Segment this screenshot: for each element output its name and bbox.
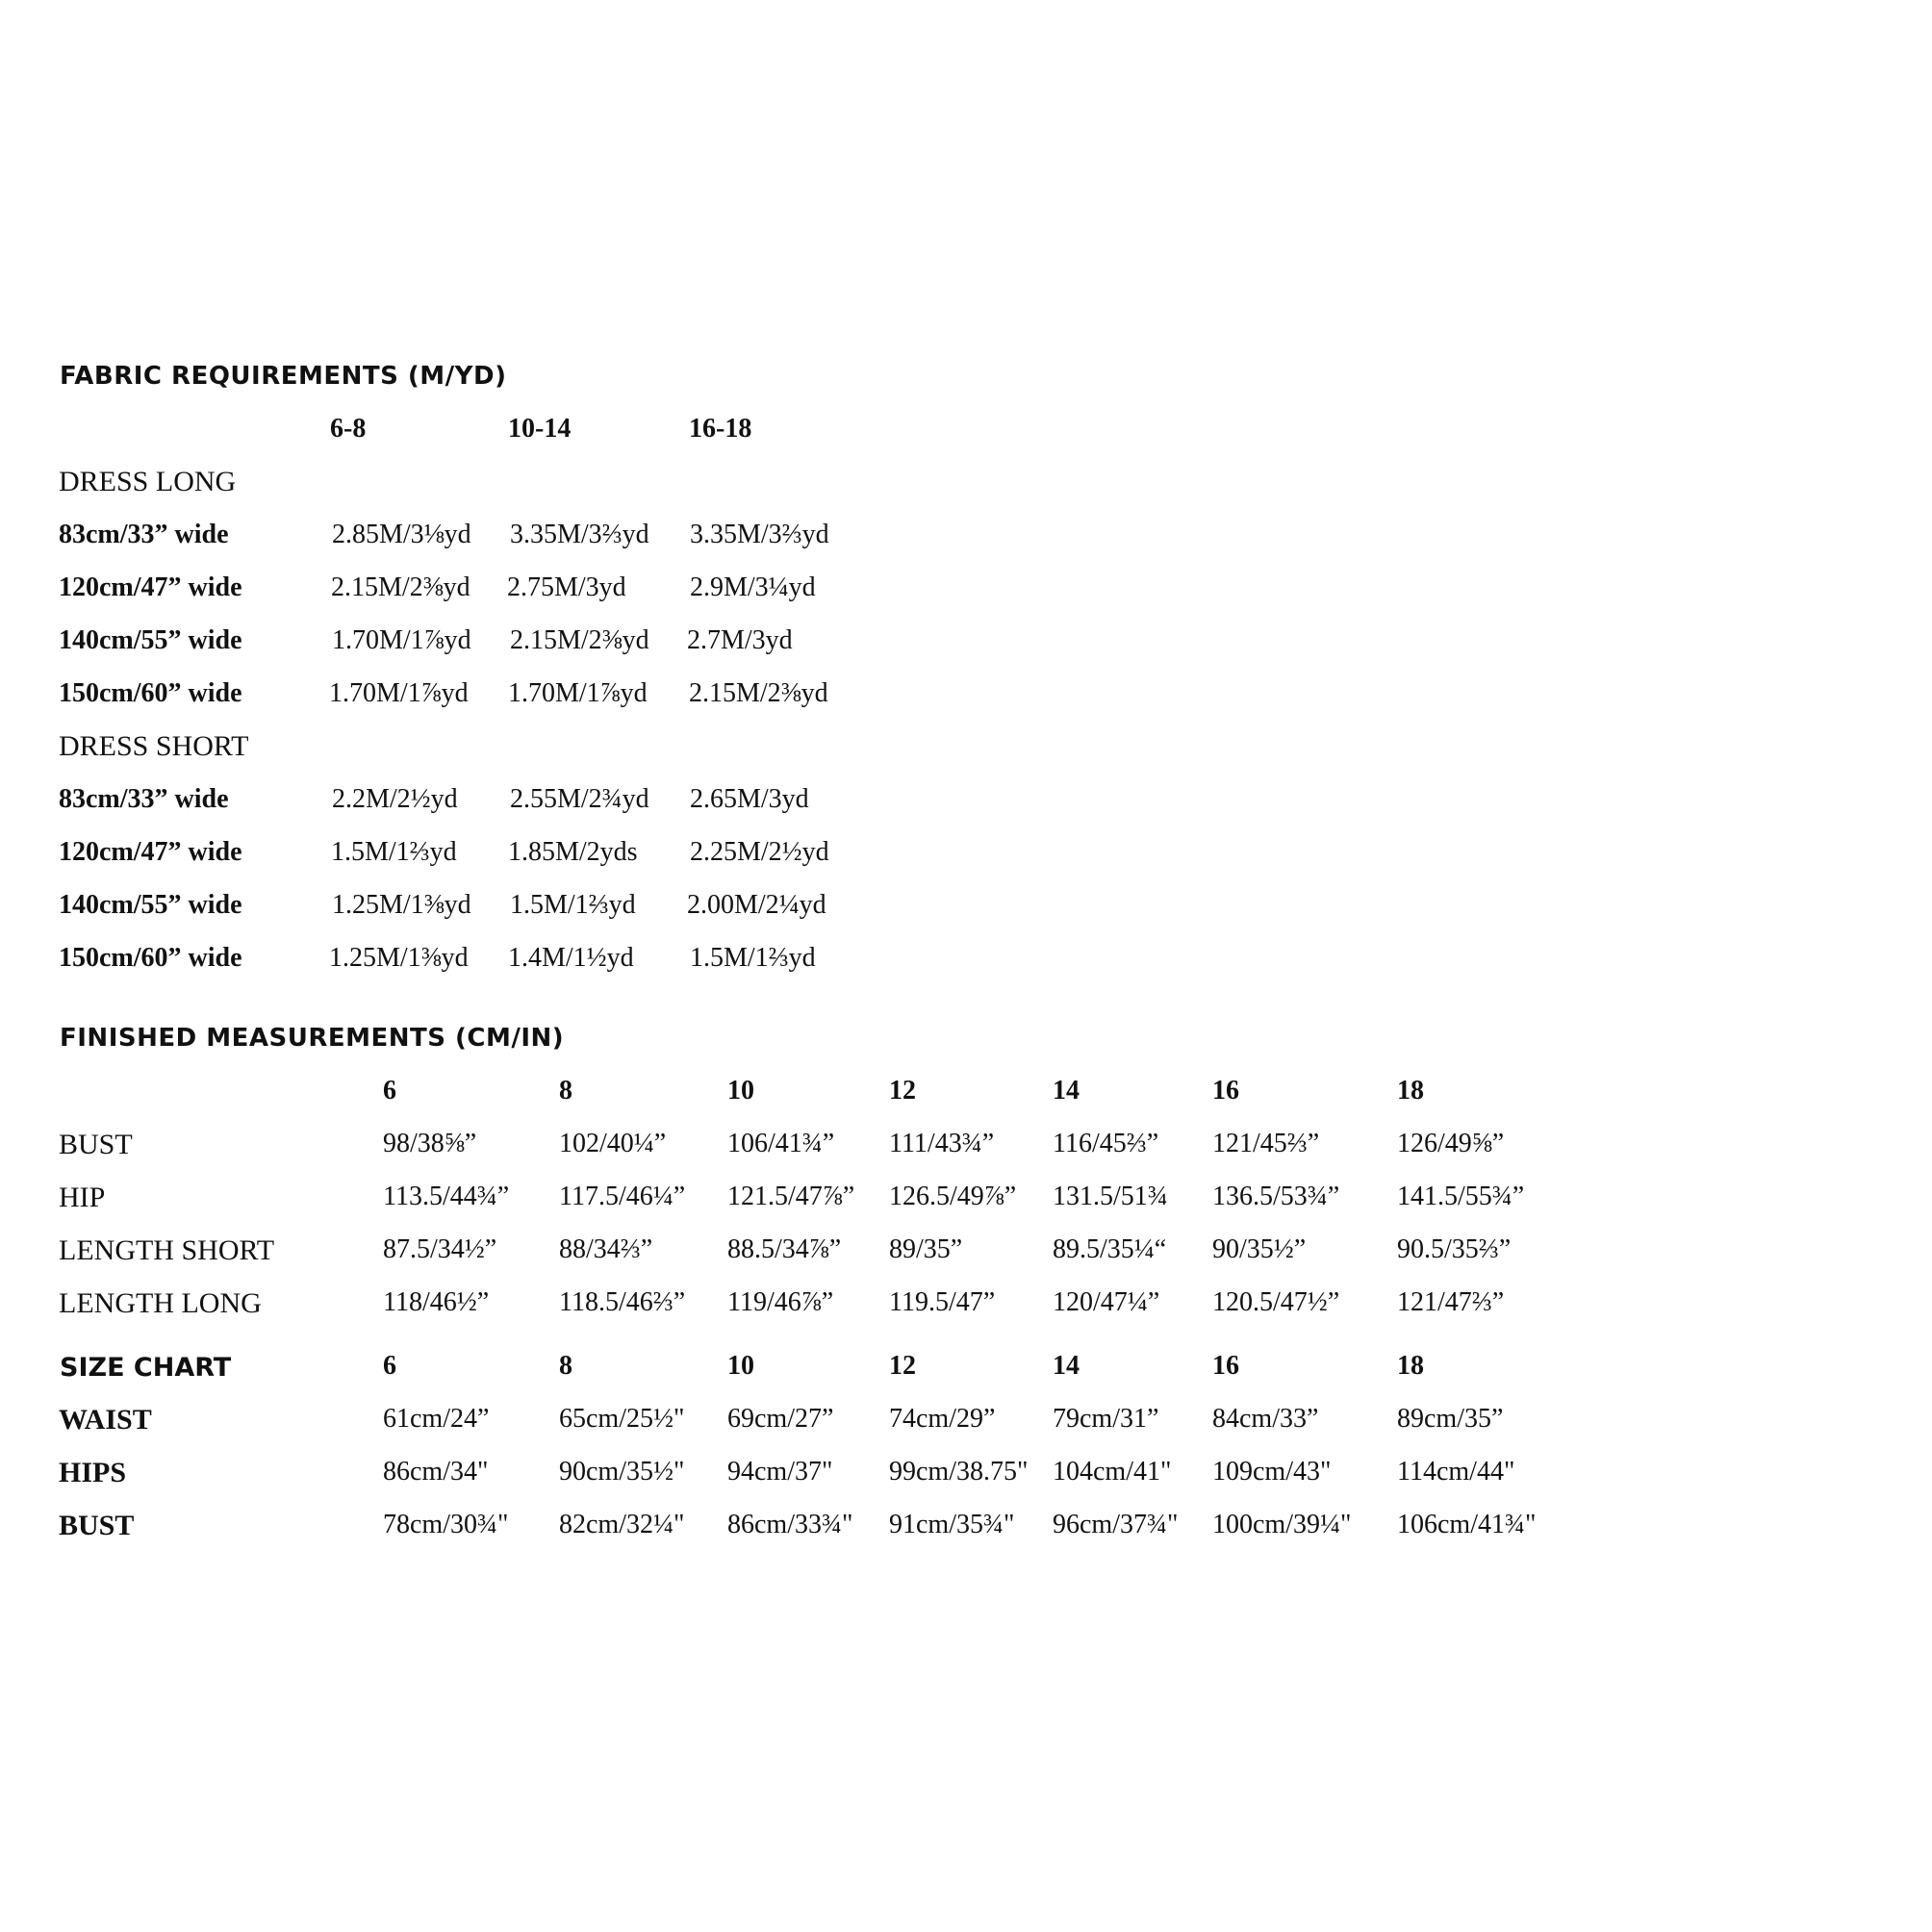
fabric-amount: 1.25M/1⅜yd — [332, 890, 471, 920]
fabric-width-label: 140cm/55” wide — [59, 625, 242, 655]
finished-value: 111/43¾” — [889, 1129, 995, 1158]
finished-value: 131.5/51¾ — [1053, 1182, 1168, 1211]
size-chart-header-row — [0, 1351, 1932, 1389]
finished-value: 120/47¼” — [1053, 1287, 1160, 1317]
fabric-amount: 2.7M/3yd — [687, 625, 793, 655]
finished-row-length-short — [0, 1234, 1932, 1273]
fabric-row — [0, 678, 1932, 717]
fabric-amount: 1.4M/1½yd — [508, 943, 634, 973]
fabric-amount: 1.70M/1⅞yd — [332, 625, 471, 655]
size-chart-row-waist — [0, 1404, 1932, 1442]
fabric-amount: 2.2M/2½yd — [332, 784, 458, 814]
size-chart-value: 74cm/29” — [889, 1404, 996, 1434]
finished-row-label: LENGTH LONG — [59, 1287, 262, 1319]
fabric-amount: 2.85M/3⅛yd — [332, 520, 471, 549]
finished-size-header: 12 — [889, 1076, 916, 1106]
finished-value: 121/45⅔” — [1212, 1129, 1320, 1158]
finished-value: 116/45⅔” — [1053, 1129, 1159, 1158]
finished-value: 89.5/35¼“ — [1053, 1234, 1167, 1264]
size-chart-value: 109cm/43" — [1212, 1457, 1332, 1487]
dress-long-title: DRESS LONG — [59, 466, 237, 497]
finished-size-header: 8 — [559, 1076, 572, 1106]
size-chart-row-label: HIPS — [59, 1457, 127, 1488]
fabric-amount: 1.70M/1⅞yd — [329, 678, 469, 708]
fabric-amount: 2.9M/3¼yd — [690, 572, 816, 602]
fabric-width-label: 120cm/47” wide — [59, 572, 242, 602]
size-chart-size-header: 6 — [383, 1351, 396, 1381]
finished-value: 89/35” — [889, 1234, 963, 1264]
size-chart-value: 69cm/27” — [727, 1404, 834, 1434]
size-chart-value: 86cm/33¾" — [727, 1510, 853, 1539]
size-chart-value: 84cm/33” — [1212, 1404, 1319, 1434]
finished-value: 90/35½” — [1212, 1234, 1307, 1264]
finished-value: 102/40¼” — [559, 1129, 667, 1158]
dress-short-title-row — [0, 730, 1932, 769]
finished-value: 118.5/46⅔” — [559, 1287, 686, 1317]
fabric-amount: 2.00M/2¼yd — [687, 890, 826, 920]
size-chart-value: 96cm/37¾" — [1053, 1510, 1179, 1539]
finished-value: 106/41¾” — [727, 1129, 835, 1158]
finished-size-header: 10 — [727, 1076, 754, 1106]
size-chart-value: 104cm/41" — [1053, 1457, 1172, 1487]
size-chart-value: 89cm/35” — [1397, 1404, 1504, 1434]
fabric-amount: 2.25M/2½yd — [690, 837, 829, 867]
finished-value: 126/49⅝” — [1397, 1129, 1505, 1158]
fabric-size-header: 10-14 — [508, 414, 572, 444]
finished-size-header: 6 — [383, 1076, 396, 1106]
fabric-amount: 2.15M/2⅜yd — [331, 572, 470, 602]
fabric-row — [0, 625, 1932, 664]
fabric-width-label: 150cm/60” wide — [59, 943, 242, 973]
fabric-size-header-row — [0, 414, 1932, 452]
dress-short-title: DRESS SHORT — [59, 730, 249, 762]
fabric-amount: 3.35M/3⅔yd — [510, 520, 649, 549]
size-chart-value: 61cm/24” — [383, 1404, 490, 1434]
finished-size-header: 16 — [1212, 1076, 1239, 1106]
size-chart-row-label: BUST — [59, 1510, 135, 1541]
finished-row-bust — [0, 1129, 1932, 1167]
size-chart-value: 90cm/35½" — [559, 1457, 685, 1487]
finished-row-label: BUST — [59, 1129, 133, 1160]
finished-measurements-heading: FINISHED MEASUREMENTS (CM/IN) — [60, 1024, 565, 1053]
size-chart-value: 78cm/30¾" — [383, 1510, 509, 1539]
fabric-width-label: 140cm/55” wide — [59, 890, 242, 920]
fabric-width-label: 83cm/33” wide — [59, 520, 229, 549]
size-chart-size-header: 14 — [1053, 1351, 1080, 1381]
finished-size-header: 14 — [1053, 1076, 1080, 1106]
finished-value: 141.5/55¾” — [1397, 1182, 1525, 1211]
finished-value: 121/47⅔” — [1397, 1287, 1505, 1317]
fabric-row — [0, 572, 1932, 611]
size-chart-value: 100cm/39¼" — [1212, 1510, 1352, 1539]
finished-row-length-long — [0, 1287, 1932, 1326]
fabric-amount: 2.15M/2⅜yd — [510, 625, 649, 655]
fabric-row — [0, 520, 1932, 558]
fabric-width-label: 120cm/47” wide — [59, 837, 242, 867]
fabric-row — [0, 890, 1932, 928]
finished-size-header-row — [0, 1076, 1932, 1114]
size-chart-value: 91cm/35¾" — [889, 1510, 1015, 1539]
finished-value: 120.5/47½” — [1212, 1287, 1340, 1317]
fabric-width-label: 150cm/60” wide — [59, 678, 242, 708]
finished-value: 90.5/35⅔” — [1397, 1234, 1512, 1264]
finished-value: 88.5/34⅞” — [727, 1234, 842, 1264]
fabric-amount: 1.5M/1⅔yd — [690, 943, 816, 973]
fabric-amount: 2.75M/3yd — [507, 572, 626, 602]
size-chart-value: 106cm/41¾" — [1397, 1510, 1537, 1539]
size-chart-value: 65cm/25½" — [559, 1404, 685, 1434]
size-chart-row-label: WAIST — [59, 1404, 152, 1436]
finished-value: 117.5/46¼” — [559, 1182, 686, 1211]
fabric-row — [0, 837, 1932, 876]
finished-value: 119/46⅞” — [727, 1287, 834, 1317]
fabric-row — [0, 943, 1932, 981]
finished-value: 118/46½” — [383, 1287, 490, 1317]
finished-value: 98/38⅝” — [383, 1129, 477, 1158]
finished-row-label: HIP — [59, 1182, 106, 1213]
fabric-amount: 2.55M/2¾yd — [510, 784, 649, 814]
size-chart-value: 94cm/37" — [727, 1457, 833, 1487]
size-chart-value: 86cm/34" — [383, 1457, 489, 1487]
finished-value: 87.5/34½” — [383, 1234, 497, 1264]
size-chart-row-hips — [0, 1457, 1932, 1495]
size-chart-value: 82cm/32¼" — [559, 1510, 685, 1539]
size-chart-size-header: 10 — [727, 1351, 754, 1381]
fabric-width-label: 83cm/33” wide — [59, 784, 229, 814]
finished-value: 121.5/47⅞” — [727, 1182, 855, 1211]
fabric-size-header: 16-18 — [689, 414, 752, 444]
finished-value: 88/34⅔” — [559, 1234, 653, 1264]
fabric-requirements-heading: FABRIC REQUIREMENTS (M/YD) — [60, 362, 507, 391]
size-chart-size-header: 8 — [559, 1351, 572, 1381]
finished-value: 113.5/44¾” — [383, 1182, 510, 1211]
size-chart-row-bust — [0, 1510, 1932, 1548]
finished-value: 119.5/47” — [889, 1287, 996, 1317]
size-chart-value: 99cm/38.75" — [889, 1457, 1029, 1487]
fabric-amount: 2.65M/3yd — [690, 784, 809, 814]
finished-value: 136.5/53¾” — [1212, 1182, 1340, 1211]
fabric-row — [0, 784, 1932, 823]
fabric-amount: 2.15M/2⅜yd — [689, 678, 828, 708]
size-chart-value: 114cm/44" — [1397, 1457, 1515, 1487]
fabric-amount: 3.35M/3⅔yd — [690, 520, 829, 549]
dress-long-title-row — [0, 466, 1932, 504]
size-chart-size-header: 12 — [889, 1351, 916, 1381]
fabric-amount: 1.85M/2yds — [508, 837, 638, 867]
size-chart-size-header: 18 — [1397, 1351, 1424, 1381]
fabric-amount: 1.25M/1⅜yd — [329, 943, 469, 973]
size-chart-size-header: 16 — [1212, 1351, 1239, 1381]
finished-row-label: LENGTH SHORT — [59, 1234, 275, 1266]
fabric-amount: 1.5M/1⅔yd — [331, 837, 457, 867]
fabric-size-header: 6-8 — [330, 414, 367, 444]
size-chart-value: 79cm/31” — [1053, 1404, 1159, 1434]
finished-value: 126.5/49⅞” — [889, 1182, 1017, 1211]
finished-row-hip — [0, 1182, 1932, 1220]
finished-size-header: 18 — [1397, 1076, 1424, 1106]
size-chart-heading: SIZE CHART — [60, 1353, 232, 1383]
fabric-amount: 1.5M/1⅔yd — [510, 890, 636, 920]
fabric-amount: 1.70M/1⅞yd — [508, 678, 648, 708]
